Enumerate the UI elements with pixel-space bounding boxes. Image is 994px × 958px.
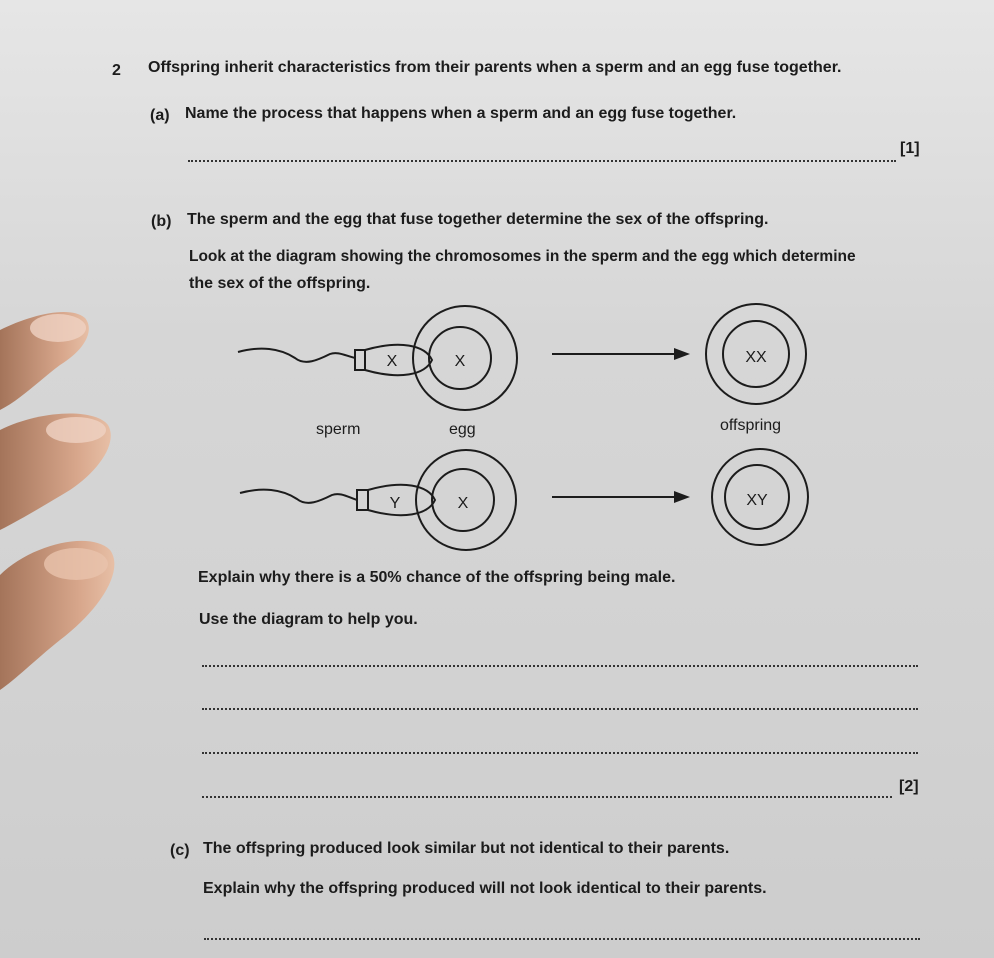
part-c-explain bbox=[203, 880, 767, 898]
part-b-answer-line-4[interactable] bbox=[202, 796, 892, 798]
part-c-statement-a: The offspring produced look similar but bbox=[203, 840, 510, 857]
arrowhead-row2 bbox=[674, 491, 690, 503]
part-b-statement: The sperm and the egg that fuse together determine the sex of the offspring. bbox=[187, 211, 769, 228]
egg-chromosome-row2: X bbox=[457, 495, 469, 512]
part-b-instruction-line2: the sex of the offspring. bbox=[189, 275, 371, 292]
part-c-explain-a: Explain why the offspring produced will bbox=[203, 880, 510, 897]
offspring-chromosomes-row1: XX bbox=[745, 349, 767, 366]
part-c-statement-not: not bbox=[509, 840, 535, 857]
question-intro: Offspring inherit characteristics from their parents when a sperm and an egg fuse together. bbox=[148, 59, 842, 76]
label-sperm: sperm bbox=[316, 421, 361, 438]
label-egg: egg bbox=[449, 421, 476, 438]
part-b-label: (b) bbox=[151, 213, 172, 230]
part-b-answer-line-3[interactable] bbox=[202, 752, 918, 754]
label-offspring: offspring bbox=[720, 417, 782, 434]
part-c-statement-b: identical to their parents. bbox=[534, 840, 730, 857]
part-b-use-diagram: Use the diagram to help you. bbox=[199, 611, 418, 628]
question-number: 2 bbox=[112, 62, 121, 79]
offspring-chromosomes-row2: XY bbox=[746, 492, 768, 509]
sperm-tail-row2 bbox=[240, 490, 357, 503]
part-b-instruction-line1: Look at the diagram showing the chromosomes in the sperm and the egg which determine bbox=[189, 248, 856, 265]
part-c-label: (c) bbox=[170, 842, 190, 859]
arrowhead-row1 bbox=[674, 348, 690, 360]
egg-chromosome-row1: X bbox=[454, 353, 466, 370]
part-c-explain-not: not bbox=[509, 880, 535, 897]
sperm-chromosome-row2: Y bbox=[389, 495, 401, 512]
part-a-label: (a) bbox=[150, 107, 170, 124]
part-b-answer-line-1[interactable] bbox=[202, 665, 918, 667]
part-b-explain: Explain why there is a 50% chance of the offspring being male. bbox=[198, 569, 676, 586]
part-c-explain-b: look identical to their parents. bbox=[534, 880, 767, 897]
part-a-question: Name the process that happens when a sperm and an egg fuse together. bbox=[185, 105, 737, 122]
sperm-tail-row1 bbox=[238, 349, 355, 362]
part-a-marks: [1] bbox=[900, 140, 920, 157]
part-c-answer-line-1[interactable] bbox=[204, 938, 920, 940]
part-c-statement bbox=[203, 840, 729, 858]
part-b-marks: [2] bbox=[899, 778, 919, 795]
part-b-answer-line-2[interactable] bbox=[202, 708, 918, 710]
sperm-chromosome-row1: X bbox=[386, 353, 398, 370]
